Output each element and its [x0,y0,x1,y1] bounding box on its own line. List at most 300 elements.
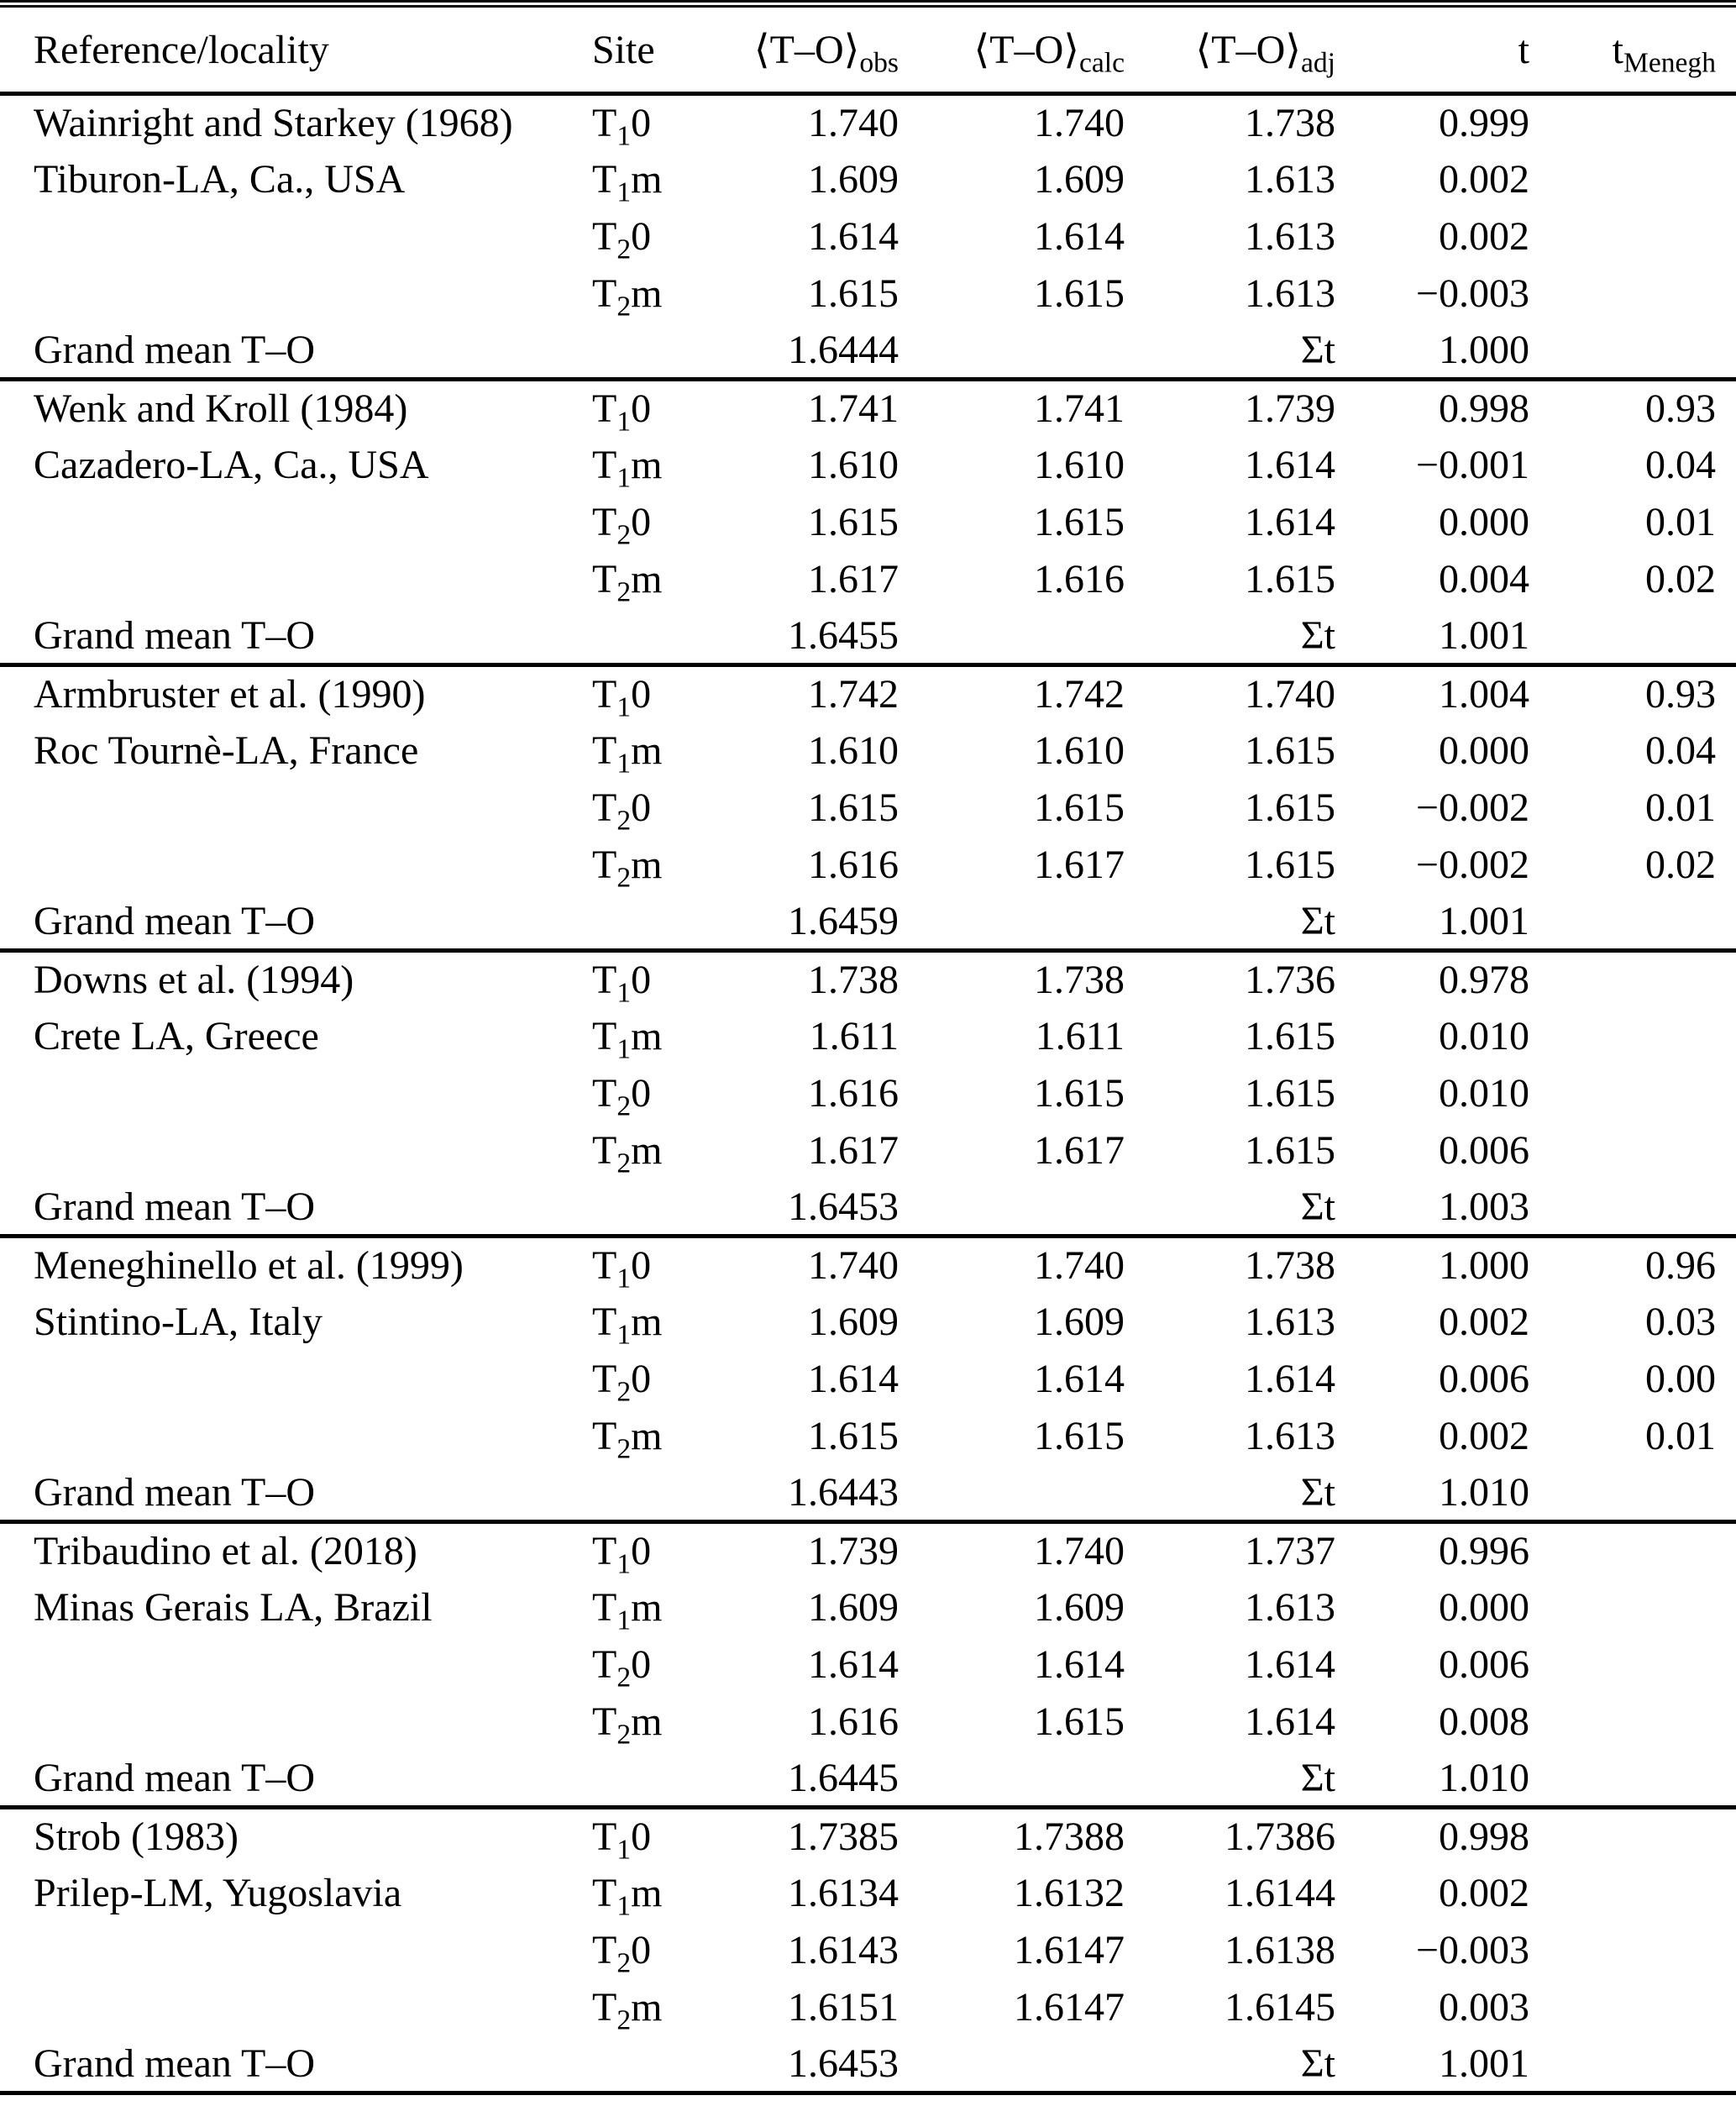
site-base: T [592,1300,617,1344]
sigma-t-label: Σt [1300,1184,1335,1229]
site-cell [592,1065,739,1122]
to-obs-cell: 1.614 [808,214,899,259]
t-menegh-cell: 0.01 [1645,1414,1716,1458]
site-subscript: 1 [616,176,632,208]
t-menegh-cell: 0.02 [1645,843,1716,887]
t-menegh-cell [1529,1122,1736,1179]
grand-mean-row [0,1179,1736,1237]
to-obs-cell: 1.7385 [788,1815,899,1860]
locality-cell: Roc Tournè-LA, France [34,728,419,773]
empty-cell [899,1751,1125,1808]
site-row [0,494,1736,551]
site-suffix: m [631,728,663,773]
site-suffix: 0 [631,1928,652,1972]
empty-cell [899,1179,1125,1237]
t-menegh-cell [1529,1065,1736,1122]
reference-cell-empty [0,1065,592,1122]
to-obs-cell: 1.617 [808,1128,899,1173]
site-suffix: m [631,1585,663,1630]
to-adj-cell: 1.615 [1245,1071,1335,1116]
empty-cell [1529,2036,1736,2093]
site-subscript: 2 [616,1433,632,1465]
site-subscript: 2 [616,234,632,265]
reference-cell-empty [0,837,592,894]
reference-cell: Wainright and Starkey (1968) [34,101,513,146]
site-base: T [592,1243,617,1289]
site-base: T [592,386,617,432]
col-header-reference: Reference/locality [0,4,592,94]
grand-mean-row [0,2036,1736,2093]
t-menegh-cell: 0.03 [1645,1300,1716,1344]
to-calc-cell: 1.615 [1034,271,1125,316]
site-cell [592,665,739,722]
to-obs-cell: 1.6151 [788,1985,899,2030]
site-cell [592,1922,739,1979]
t-cell: 0.996 [1439,1529,1529,1574]
to-obs-cell: 1.610 [808,443,899,487]
t-menegh-cell: 0.04 [1645,728,1716,773]
site-subscript: 1 [616,120,632,152]
site-cell [592,837,739,894]
header-main-text: ⟨T–O⟩ [973,28,1079,72]
site-row [0,1979,1736,2036]
to-adj-cell: 1.614 [1245,1699,1335,1744]
to-calc-cell: 1.615 [1034,500,1125,544]
site-cell [592,1294,739,1351]
sigma-t-label: Σt [1300,2040,1335,2086]
site-base: T [592,1871,617,1915]
to-obs-cell: 1.615 [808,271,899,316]
empty-cell [899,894,1125,951]
t-menegh-cell [1529,94,1736,151]
site-cell [592,722,739,780]
header-row [0,4,1736,94]
empty-cell [1529,894,1736,951]
t-menegh-cell: 0.96 [1645,1243,1716,1289]
block-wainright-starkey [0,94,1736,380]
to-adj-cell: 1.736 [1245,958,1335,1003]
t-cell: 0.003 [1439,1985,1529,2030]
site-base: T [592,1014,617,1058]
t-cell: 0.008 [1439,1699,1529,1744]
t-menegh-cell [1529,1922,1736,1979]
grand-mean-obs-cell: 1.6453 [788,1184,899,1229]
reference-cell-empty [0,1351,592,1408]
site-subscript: 2 [616,291,632,323]
reference-cell-empty [0,551,592,608]
site-base: T [592,271,617,316]
site-subscript: 1 [616,1033,632,1065]
to-adj-cell: 1.613 [1245,1414,1335,1458]
reference-cell: Strob (1983) [34,1815,239,1860]
site-subscript: 2 [616,519,632,551]
site-row [0,1008,1736,1065]
site-row [0,265,1736,323]
t-cell: −0.003 [1415,271,1529,316]
site-base: T [592,101,617,146]
site-base: T [592,1357,617,1401]
t-cell: 0.002 [1439,1414,1529,1458]
site-base: T [592,1414,617,1458]
site-row [0,1351,1736,1408]
t-cell: 0.998 [1439,1815,1529,1860]
t-cell: 0.000 [1439,728,1529,773]
site-row [0,551,1736,608]
to-adj-cell: 1.615 [1245,1128,1335,1173]
t-cell: 0.002 [1439,1871,1529,1915]
to-calc-cell: 1.617 [1034,843,1125,887]
site-cell-empty [592,1751,739,1808]
site-cell [592,1122,739,1179]
locality-cell: Cazadero-LA, Ca., USA [34,443,429,487]
t-menegh-cell [1529,1522,1736,1579]
site-subscript: 2 [616,1719,632,1751]
site-row [0,1122,1736,1179]
header-main-text: ⟨T–O⟩ [753,28,860,72]
site-row [0,722,1736,780]
to-calc-cell: 1.742 [1034,672,1125,717]
header-main-text: ⟨T–O⟩ [1195,28,1301,72]
header-subscript: Menegh [1623,47,1716,79]
site-suffix: m [631,1985,663,2030]
sigma-t-label: Σt [1300,612,1335,658]
to-adj-cell: 1.615 [1245,785,1335,830]
site-cell-empty [592,323,739,380]
t-cell: 0.978 [1439,958,1529,1003]
t-menegh-cell [1529,951,1736,1008]
site-base: T [592,1928,617,1972]
sigma-t-value-cell: 1.001 [1439,2040,1529,2086]
to-calc-cell: 1.6147 [1014,1985,1125,2030]
site-cell [592,1408,739,1465]
empty-cell [899,2036,1125,2093]
to-calc-cell: 1.740 [1034,101,1125,146]
reference-cell: Wenk and Kroll (1984) [34,386,408,432]
empty-cell [899,1465,1125,1522]
grand-mean-obs-cell: 1.6445 [788,1755,899,1800]
block-downs [0,951,1736,1237]
site-suffix: m [631,1300,663,1344]
site-subscript: 2 [616,862,632,894]
reference-cell-empty [0,494,592,551]
t-menegh-cell: 0.01 [1645,500,1716,544]
site-suffix: m [631,1128,663,1173]
to-adj-cell: 1.614 [1245,500,1335,544]
to-adj-cell: 1.738 [1245,1243,1335,1289]
grand-mean-obs-cell: 1.6444 [788,327,899,372]
grand-mean-obs-cell: 1.6453 [788,2040,899,2086]
to-calc-cell: 1.615 [1034,1414,1125,1458]
t-menegh-cell [1529,1579,1736,1636]
sigma-t-label: Σt [1300,898,1335,943]
grand-mean-obs-cell: 1.6459 [788,898,899,943]
site-cell-empty [592,1465,739,1522]
t-menegh-cell [1529,151,1736,208]
site-cell [592,437,739,494]
t-menegh-cell: 0.93 [1645,386,1716,432]
block-armbruster [0,665,1736,951]
site-suffix: 0 [631,1642,652,1687]
site-cell [592,1579,739,1636]
to-obs-cell: 1.617 [808,557,899,601]
site-suffix: 0 [631,1815,652,1860]
site-cell [592,151,739,208]
to-obs-cell: 1.616 [808,1699,899,1744]
site-cell-empty [592,1179,739,1237]
to-calc-cell: 1.609 [1034,157,1125,202]
site-subscript: 2 [616,1148,632,1179]
site-suffix: m [631,1871,663,1915]
site-row [0,1065,1736,1122]
site-base: T [592,1529,617,1574]
to-obs-cell: 1.742 [808,672,899,717]
sigma-t-value-cell: 1.003 [1439,1184,1529,1229]
header-subscript: obs [859,47,899,79]
to-obs-cell: 1.615 [808,500,899,544]
to-adj-cell: 1.6138 [1225,1928,1335,1972]
site-suffix: 0 [631,1529,652,1574]
to-calc-cell: 1.614 [1034,1642,1125,1687]
col-header-t-menegh [1529,4,1736,94]
locality-cell: Crete LA, Greece [34,1014,319,1058]
site-cell [592,551,739,608]
to-calc-cell: 1.740 [1034,1529,1125,1574]
t-menegh-cell [1529,1636,1736,1694]
to-obs-cell: 1.6143 [788,1928,899,1972]
to-obs-cell: 1.6134 [788,1871,899,1915]
to-calc-cell: 1.6147 [1014,1928,1125,1972]
empty-cell [1529,1751,1736,1808]
t-menegh-cell [1529,1865,1736,1922]
sigma-t-label: Σt [1300,1755,1335,1800]
t-menegh-cell: 0.01 [1645,785,1716,830]
grand-mean-obs-cell: 1.6443 [788,1469,899,1515]
grand-mean-obs-cell: 1.6455 [788,612,899,658]
site-subscript: 1 [616,462,632,494]
site-suffix: 0 [631,1071,652,1116]
to-calc-cell: 1.7388 [1014,1815,1125,1860]
t-cell: 1.004 [1439,672,1529,717]
reference-cell-empty [0,780,592,837]
locality-cell: Minas Gerais LA, Brazil [34,1585,433,1630]
to-obs-cell: 1.616 [808,843,899,887]
site-cell [592,1237,739,1294]
col-header-t: t [1335,4,1529,94]
t-cell: 0.002 [1439,1300,1529,1344]
t-menegh-cell [1529,1694,1736,1751]
site-base: T [592,214,617,259]
grand-mean-row [0,608,1736,665]
to-calc-cell: 1.611 [1035,1014,1125,1058]
to-obs-cell: 1.739 [808,1529,899,1574]
reference-cell-empty [0,1979,592,2036]
site-cell [592,1636,739,1694]
to-adj-cell: 1.613 [1245,214,1335,259]
site-cell [592,494,739,551]
site-subscript: 1 [616,691,632,723]
site-row [0,780,1736,837]
t-cell: 0.010 [1439,1071,1529,1116]
site-suffix: 0 [631,785,652,830]
site-cell [592,1694,739,1751]
site-subscript: 1 [616,1834,632,1866]
block-tribaudino [0,1522,1736,1808]
t-cell: 0.000 [1439,1585,1529,1630]
sigma-t-value-cell: 1.010 [1439,1755,1529,1800]
site-subscript: 1 [616,977,632,1009]
site-cell [592,780,739,837]
to-calc-cell: 1.610 [1034,728,1125,773]
to-adj-cell: 1.615 [1245,843,1335,887]
reference-cell-empty [0,1694,592,1751]
grand-mean-label: Grand mean T–O [34,1755,316,1800]
header-main-text: t [1612,27,1623,72]
site-subscript: 1 [616,1548,632,1580]
col-header-site: Site [592,4,739,94]
to-adj-cell: 1.7386 [1225,1815,1335,1860]
to-calc-cell: 1.740 [1034,1243,1125,1289]
reference-cell-empty [0,1122,592,1179]
to-obs-cell: 1.614 [808,1642,899,1687]
site-suffix: 0 [631,500,652,544]
grand-mean-row [0,1465,1736,1522]
t-cell: 1.000 [1439,1243,1529,1289]
reference-cell-empty [0,208,592,265]
site-suffix: m [631,443,663,487]
site-row [0,208,1736,265]
to-calc-cell: 1.6132 [1014,1871,1125,1915]
grand-mean-label: Grand mean T–O [34,2040,316,2086]
site-cell [592,1979,739,2036]
to-obs-cell: 1.614 [808,1357,899,1401]
site-row [0,1237,1736,1294]
empty-cell [1529,608,1736,665]
site-cell [592,1351,739,1408]
t-menegh-cell [1529,1979,1736,2036]
t-cell: −0.002 [1415,843,1529,887]
site-subscript: 2 [616,1662,632,1694]
t-menegh-cell [1529,1808,1736,1865]
to-calc-cell: 1.616 [1034,557,1125,601]
block-strob [0,1808,1736,2093]
site-suffix: m [631,843,663,887]
reference-cell-empty [0,1408,592,1465]
site-suffix: m [631,1414,663,1458]
empty-cell [1529,323,1736,380]
site-subscript: 1 [616,1263,632,1295]
sigma-t-label: Σt [1300,327,1335,372]
t-cell: 0.999 [1439,101,1529,146]
site-row [0,665,1736,722]
col-header-to-adj [1125,4,1335,94]
to-calc-cell: 1.609 [1034,1585,1125,1630]
empty-cell [899,608,1125,665]
site-cell [592,951,739,1008]
site-row [0,380,1736,437]
site-subscript: 1 [616,1890,632,1922]
t-cell: 0.998 [1439,386,1529,432]
t-cell: 0.006 [1439,1357,1529,1401]
reference-cell: Downs et al. (1994) [34,958,354,1003]
site-subscript: 2 [616,576,632,608]
site-row [0,1808,1736,1865]
sigma-t-value-cell: 1.000 [1439,327,1529,372]
reference-cell: Meneghinello et al. (1999) [34,1243,464,1289]
sigma-t-value-cell: 1.001 [1439,612,1529,658]
to-calc-cell: 1.609 [1034,1300,1125,1344]
to-calc-cell: 1.741 [1034,386,1125,432]
to-calc-cell: 1.610 [1034,443,1125,487]
site-base: T [592,557,617,601]
site-subscript: 1 [616,406,632,438]
sigma-t-label: Σt [1300,1469,1335,1515]
site-row [0,1522,1736,1579]
to-obs-cell: 1.609 [808,1300,899,1344]
to-adj-cell: 1.6145 [1225,1985,1335,2030]
site-base: T [592,728,617,773]
site-cell-empty [592,894,739,951]
site-cell [592,94,739,151]
t-cell: 0.000 [1439,500,1529,544]
site-suffix: 0 [631,386,652,432]
to-adj-cell: 1.738 [1245,101,1335,146]
t-cell: 0.006 [1439,1128,1529,1173]
to-calc-cell: 1.615 [1034,785,1125,830]
to-obs-cell: 1.738 [808,958,899,1003]
site-suffix: 0 [631,1243,652,1289]
site-subscript: 2 [616,1376,632,1408]
site-subscript: 1 [616,1604,632,1636]
t-cell: 0.002 [1439,214,1529,259]
site-row [0,1294,1736,1351]
sigma-t-value-cell: 1.001 [1439,898,1529,943]
site-row [0,151,1736,208]
t-cell: −0.001 [1415,443,1529,487]
empty-cell [1529,1465,1736,1522]
grand-mean-row [0,894,1736,951]
to-adj-cell: 1.740 [1245,672,1335,717]
to-adj-cell: 1.614 [1245,443,1335,487]
site-base: T [592,843,617,887]
to-obs-cell: 1.740 [808,1243,899,1289]
to-obs-cell: 1.615 [808,1414,899,1458]
empty-cell [899,323,1125,380]
t-cell: 0.002 [1439,157,1529,202]
t-cell: −0.002 [1415,785,1529,830]
site-row [0,1636,1736,1694]
block-meneghinello [0,1237,1736,1522]
to-obs-cell: 1.615 [808,785,899,830]
site-cell [592,1008,739,1065]
site-row [0,94,1736,151]
to-obs-cell: 1.610 [808,728,899,773]
to-calc-cell: 1.615 [1034,1699,1125,1744]
reference-cell: Armbruster et al. (1990) [34,672,426,717]
to-calc-cell: 1.614 [1034,214,1125,259]
to-adj-cell: 1.739 [1245,386,1335,432]
site-row [0,1579,1736,1636]
locality-cell: Prilep-LM, Yugoslavia [34,1871,402,1915]
site-row [0,1694,1736,1751]
site-base: T [592,1985,617,2030]
site-subscript: 2 [616,805,632,837]
grand-mean-label: Grand mean T–O [34,327,316,372]
site-suffix: 0 [631,672,652,717]
reference-cell: Tribaudino et al. (2018) [34,1529,417,1574]
t-menegh-cell: 0.02 [1645,557,1716,601]
site-cell [592,265,739,323]
site-cell-empty [592,608,739,665]
